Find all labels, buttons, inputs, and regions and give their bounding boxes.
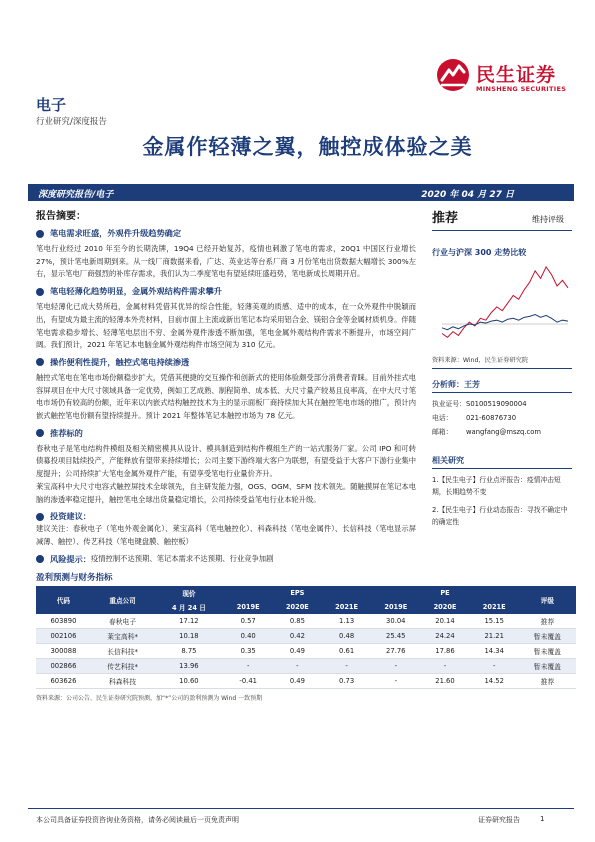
bullet-icon (36, 555, 44, 563)
section-heading: 操作便利性提升，触控式笔电持续渗透 (36, 357, 416, 368)
abstract-heading: 报告摘要： (36, 211, 86, 222)
section-heading: 推荐标的 (36, 428, 416, 439)
related-report-link[interactable]: 2.【民生电子】行业动态报告：寻找不确定中的确定性 (432, 506, 568, 526)
col-price-date: 4 月 24 日 (154, 600, 223, 614)
report-title: 金属作轻薄之翼，触控成体验之美 (142, 135, 473, 159)
risk-text: 疫情控制不达预期、笔记本需求不达预期、行业竞争加剧 (90, 554, 274, 564)
section-heading: 风险提示 ： 疫情控制不达预期、笔记本需求不达预期、行业竞争加剧 (36, 554, 416, 565)
footer-label: 证券研究报告 (478, 816, 520, 824)
header-bar (28, 184, 574, 201)
table-row: 603626 科森科技 10.60 -0.41 0.49 0.73 - 21.60 14.52 推荐 (36, 673, 576, 688)
section-text: 春秋电子是笔电结构件模组及相关精密模具从设计、模具制造到结构件模组生产的一站式服务厂家。公司 IPO 和可转债募投项目陆续投产，产能释放有望带来持续增长；公司主要下游终端大客户为联想，有望受益于大客户下游行业集中度提升；公司持续扩大笔电金属外观件产能，有望享受笔电行业量价齐升。 (36, 443, 416, 479)
report-type: 行业研究/深度报告 (36, 117, 107, 127)
related-heading: 相关研究 (432, 455, 572, 469)
rating-box (432, 207, 572, 231)
chart-series-line-1 (442, 315, 568, 330)
table-source-note: 资料来源：公司公告、民生证券研究院预测，加“*”公司的盈利预测为 Wind 一致预期 (36, 694, 263, 702)
col-eps: EPS (224, 586, 372, 600)
related-report-link[interactable]: 1.【民生电子】行业点评报告：疫情冲击短期，长期趋势不变 (432, 476, 561, 496)
sector-label: 电子 (36, 96, 67, 114)
table-title: 盈利预测与财务指标 (36, 572, 113, 583)
chart-title: 行业与沪深 300 走势比较 (432, 248, 527, 257)
col-price: 现价 (154, 586, 223, 600)
table-row: 002106 莱宝高科* 10.18 0.40 0.42 0.48 25.45 24.24 21.21 暂未覆盖 (36, 628, 576, 643)
table-row: 002866 传艺科技* 13.96 - - - - - - 暂未覆盖 (36, 658, 576, 673)
section-heading: 笔电需求旺盛，外观件升级趋势确定 (36, 228, 416, 239)
trend-chart (432, 261, 572, 353)
rating-sub: 维持评级 (532, 215, 564, 224)
bullet-icon (36, 288, 44, 296)
report-date: 2020 年 04 月 27 日 (421, 190, 514, 200)
brand-mark-icon (436, 58, 470, 92)
forecast-table: 代码 重点公司 现价 EPS PE 评级 4 月 24 日 2019E 2020E 2021E 2019E 2020E 2021E 603890 春秋电子 17.12 0.57 0.85 1.13 30.04 20.14 15.15 推荐 002106 莱宝高科* 10.18 0.40 0.42 0.48 25.45 24.24 21.21 暂未覆盖 300088 长信科技* 8.75 0.35 0.49 0.61 27.76 17.86 14.34 暂未覆盖 002866 传艺科技* 13.96 - - - - - - 暂未覆盖 603626 科森科技 10.60 -0.41 0.49 0.73 - 21.60 14.52 推荐 (36, 586, 576, 689)
brand-name-cn: 民生证券 (476, 64, 557, 86)
brand-logo (436, 56, 586, 98)
section-heading: 笔电轻薄化趋势明显，金属外观结构件需求攀升 (36, 286, 416, 297)
section-text: 触控式笔电在笔电市场份额稳步扩大，凭借其便捷的交互操作和创新式的使用体验颇受部分消费者青睐。目前外挂式电容屏项目在中大尺寸领域具备一定优势，例如工艺成熟、制程简单、成本低、大尺寸量产较易且良率高，在中大尺寸笔电市场仍有较高的份额，近年来以内嵌式结构触控技术为主的显示面板厂商持续加大其在触控笔电市场的推广，预计内嵌式触控笔电份额有望持续提升。预计 2021 年整体笔记本触控市场为 78 亿元。 (36, 372, 416, 421)
rating-label: 推荐 (432, 211, 459, 226)
analyst-info-row: 邮箱： wangfang@mszq.com (432, 428, 542, 436)
table-row: 603890 春秋电子 17.12 0.57 0.85 1.13 30.04 20.14 15.15 推荐 (36, 614, 576, 629)
section-text: 建议关注：春秋电子（笔电外观金属化）、莱宝高科（笔电触控化）、科森科技（笔电金属件）、长信科技（笔电显示屏减薄、触控）、传艺科技（笔电键盘膜、触控板） (36, 524, 416, 546)
bullet-icon (36, 429, 44, 437)
col-code: 代码 (36, 586, 91, 614)
col-name: 重点公司 (91, 586, 154, 614)
analyst-info-row: 执业证号： S0100519090004 (432, 400, 527, 408)
chart-series-line-0 (442, 267, 568, 337)
footer-disclaimer: 本公司具备证券投资咨询业务资格，请务必阅读最后一页免责声明 (36, 816, 239, 824)
col-rating: 评级 (519, 586, 576, 614)
bar-category: 深度研究报告/电子 (38, 190, 114, 200)
section-text: 笔电轻薄化已成大势所趋，金属材料凭借其优异的综合性能，轻薄美观的质感、适中的成本，在一众外观件中脱颖而出，有望成为最主流的轻薄本外壳材料，目前市面上主流或新出笔记本均采用铝合金、镁铝合金等金属材质机身。伴随笔电需求稳步增长、轻薄笔电层出不穷、金属外观件渗透不断加强，笔电金属外观结构件需求不断提升，市场空间广阔。我们预计，2021 年笔记本电脑金属外观结构件市场空间为 310 亿元。 (36, 302, 416, 350)
page-number: 1 (540, 815, 545, 823)
trend-chart-svg (432, 261, 572, 353)
analyst-heading: 分析师：王芳 (432, 379, 572, 393)
analyst-name: 王芳 (464, 380, 480, 389)
col-pe: PE (371, 586, 519, 600)
footer-divider (28, 808, 574, 809)
section-text: 笔电行业经过 2010 年至今的长期洗牌，19Q4 已经开始复苏，疫情也刺激了笔电的需求，20Q1 中国区行业增长 27%，预计笔电新周期到来。从一线厂商数据来看，广达、英业达等台系厂商 3 月份笔电出货数据大幅增长 300%左右，显示笔电厂商强烈的补库存需求，我们认为二季度笔电有望延续旺盛趋势，笔电新成长周期开启。 (36, 244, 416, 279)
bullet-icon (36, 358, 44, 366)
analyst-info-row: 电话： 021-60876730 (432, 414, 517, 422)
bullet-icon (36, 230, 44, 238)
chart-source: 资料来源：Wind，民生证券研究院 (432, 353, 572, 369)
sidebar (432, 207, 572, 534)
section-text: 莱宝高科中大尺寸电容式触控屏技术全球领先，自主研发能力强，OGS、OGM、SFM 技术领先。随触摸屏在笔记本电脑的渗透率稳定提升，触控笔电全球出货量稳定增长，公司持续受益笔电行业本轮升级。 (36, 481, 416, 504)
brand-name-en: MINSHENG SECURITIES (476, 85, 567, 93)
section-heading: 投资建议 ： (36, 511, 416, 522)
table-row: 300088 长信科技* 8.75 0.35 0.49 0.61 27.76 17.86 14.34 暂未覆盖 (36, 643, 576, 658)
bullet-icon (36, 513, 44, 521)
